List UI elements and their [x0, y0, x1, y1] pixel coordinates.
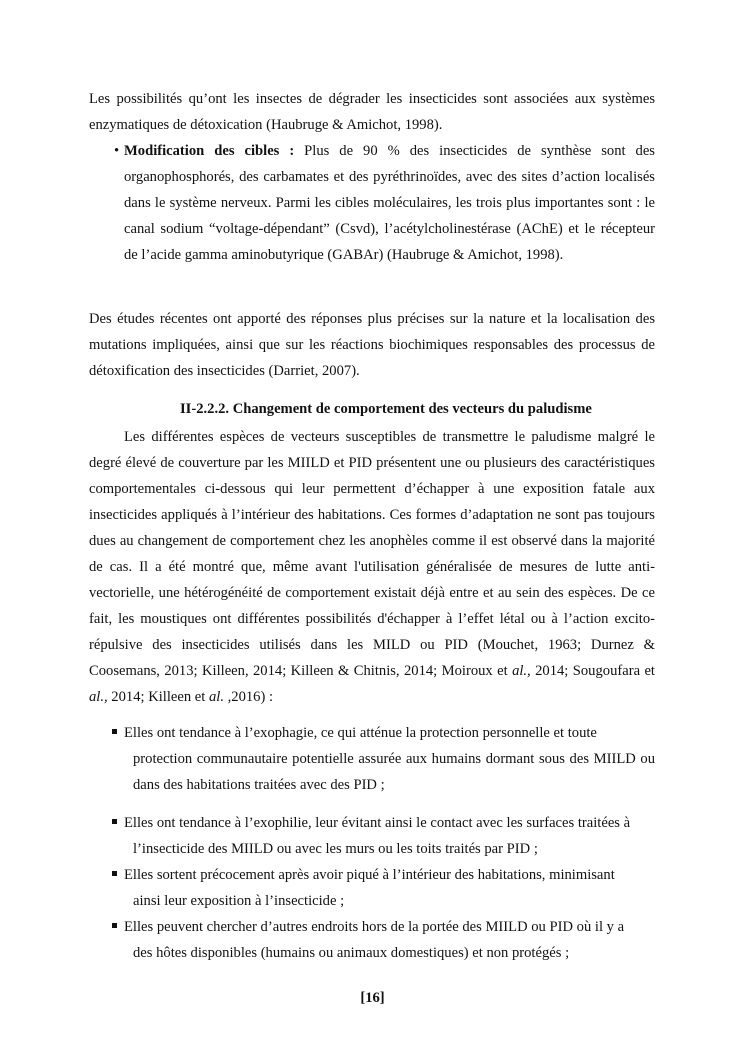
- list-item: Elles ont tendance à l’exophilie, leur évitant ainsi le contact avec les surfaces traitées à l’insecticide des MIILD ou avec les murs ou les toits traités par PID ;: [112, 810, 655, 862]
- bullet-modification-cibles: [114, 138, 655, 268]
- square-bullet-icon: [112, 923, 117, 928]
- paragraph-comportement: Les différentes espèces de vecteurs susceptibles de transmettre le paludisme malgré le degré élevé de couverture par les MIILD et PID présentent une ou plusieurs des caractéristiques comportementales ci-dessous qui leur permettent d’échapper à une exposition fatale aux insecticides appliqués à l’intérieur des habitations. Ces formes d’adaptation ne sont pas toujours dues au changement de comportement chez les anophèles comme il est observé dans la majorité de cas. Il a été montré que, même avant l'utilisation généralisée de mesures de lutte anti-vectorielle, une hétérogénéité de comportement existait déjà entre et au sein des espèces. De ce fait, les moustiques ont différentes possibilités d'échapper à l’effet létal ou à l’action excito-répulsive des insecticides utilisés dans les MILD ou PID (Mouchet, 1963; Durnez & Coosemans, 2013; Killeen, 2014; Killeen & Chitnis, 2014; Moiroux et al., 2014; Sougoufara et al., 2014; Killeen et al. ,2016) :: [89, 429, 655, 705]
- bullet-dot-icon: •: [114, 143, 120, 159]
- paragraph-etudes-recentes: Des études récentes ont apporté des réponses plus précises sur la nature et la localisation des mutations impliquées, ainsi que sur les réactions biochimiques responsables des processus de détoxification des insecticides (Darriet, 2007).: [89, 311, 655, 379]
- list-item: Elles peuvent chercher d’autres endroits hors de la portée des MIILD ou PID où il y a des hôtes disponibles (humains ou animaux domestiques) et non protégés ;: [112, 914, 655, 966]
- section-heading: II-2.2.2. Changement de comportement des vecteurs du paludisme: [180, 401, 592, 417]
- square-bullet-icon: [112, 729, 117, 734]
- paragraph-detoxication: Les possibilités qu’ont les insectes de dégrader les insecticides sont associées aux systèmes enzymatiques de détoxication (Haubruge & Amichot, 1998).: [89, 91, 655, 133]
- square-bullet-icon: [112, 819, 117, 824]
- list-item: Elles sortent précocement après avoir piqué à l’intérieur des habitations, minimisant ainsi leur exposition à l’insecticide ;: [112, 862, 655, 914]
- square-bullet-icon: [112, 871, 117, 876]
- page-number: [16]: [360, 990, 385, 1006]
- bullet-text: Plus de 90 % des insecticides de synthèse sont des organophosphorés, des carbamates et des pyréthrinoïdes, avec des sites d’action localisés dans le système nerveux. Parmi les cibles moléculaires, les trois plus importantes sont : le canal sodium “voltage-dépendant” (Csvd), l’acétylcholinestérase (AChE) et le récepteur de l’acide gamma aminobutyrique (GABAr) (Haubruge & Amichot, 1998).: [124, 143, 655, 263]
- list-item: Elles ont tendance à l’exophagie, ce qui atténue la protection personnelle et toute protection communautaire potentielle assurée aux humains dormant sous des MIILD ou dans des habitations traitées avec des PID ;: [112, 720, 655, 798]
- bullet-title: Modification des cibles :: [124, 143, 295, 159]
